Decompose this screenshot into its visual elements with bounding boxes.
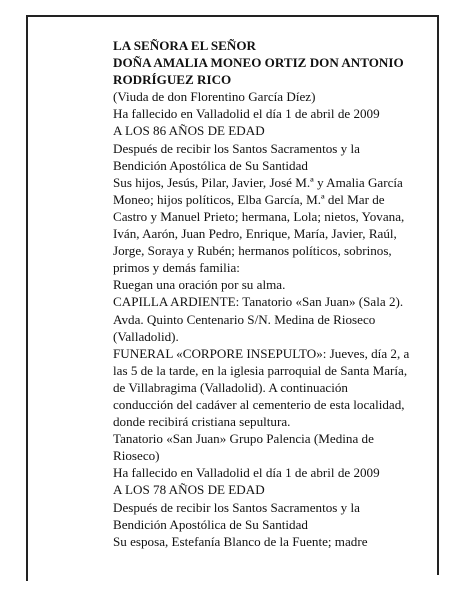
text-line: Después de recibir los Santos Sacramentos y la: [113, 499, 360, 515]
text-line: Jorge, Soraya y Rubén; hermanos políticos, sobrinos,: [113, 243, 392, 259]
text-line: Bendición Apostólica de Su Santidad: [113, 157, 308, 173]
text-line: FUNERAL «CORPORE INSEPULTO»: Jueves, día 2, a: [113, 345, 410, 361]
text-line: de Villabragima (Valladolid). A continuación: [113, 379, 348, 395]
text-line: Castro y Manuel Prieto; hermana, Lola; nietos, Yovana,: [113, 208, 405, 224]
frame-right-border: [437, 15, 439, 575]
text-line: Su esposa, Estefanía Blanco de la Fuente; madre: [113, 533, 368, 549]
text-line: A LOS 78 AÑOS DE EDAD: [113, 482, 265, 498]
heading-line-1: LA SEÑORA EL SEÑOR: [113, 38, 256, 53]
text-line: A LOS 86 AÑOS DE EDAD: [113, 123, 265, 139]
text-line: (Viuda de don Florentino García Díez): [113, 89, 316, 105]
text-line: CAPILLA ARDIENTE: Tanatorio «San Juan» (Sala 2).: [113, 294, 404, 310]
text-line: Bendición Apostólica de Su Santidad: [113, 516, 308, 532]
text-line: Ha fallecido en Valladolid el día 1 de abril de 2009: [113, 106, 380, 122]
text-line: Moneo; hijos políticos, Elba García, M.ª del Mar de: [113, 191, 385, 207]
text-line: Tanatorio «San Juan» Grupo Palencia (Medina de: [113, 431, 374, 447]
heading-line-3: RODRÍGUEZ RICO: [113, 72, 232, 88]
text-line: primos y demás familia:: [113, 260, 240, 276]
text-line: donde recibirá cristiana sepultura.: [113, 414, 291, 430]
heading-line-2: DOÑA AMALIA MONEO ORTIZ DON ANTONIO: [113, 55, 404, 71]
text-line: Ruegan una oración por su alma.: [113, 277, 286, 293]
obituary-text-column: [113, 37, 431, 550]
frame-top-border: [26, 15, 438, 17]
text-line: Avda. Quinto Centenario S/N. Medina de Rioseco: [113, 311, 376, 327]
text-line: Ha fallecido en Valladolid el día 1 de abril de 2009: [113, 465, 380, 481]
text-line: Después de recibir los Santos Sacramentos y la: [113, 140, 360, 156]
frame-left-border: [26, 15, 28, 581]
text-line: las 5 de la tarde, en la iglesia parroquial de Santa María,: [113, 362, 408, 378]
text-line: Rioseco): [113, 448, 160, 464]
text-line: (Valladolid).: [113, 328, 179, 344]
text-line: Iván, Aarón, Juan Pedro, Enrique, María, Javier, Raúl,: [113, 226, 397, 242]
text-line: conducción del cadáver al cementerio de esta localidad,: [113, 396, 405, 412]
text-line: Sus hijos, Jesús, Pilar, Javier, José M.ª y Amalia García: [113, 174, 403, 190]
